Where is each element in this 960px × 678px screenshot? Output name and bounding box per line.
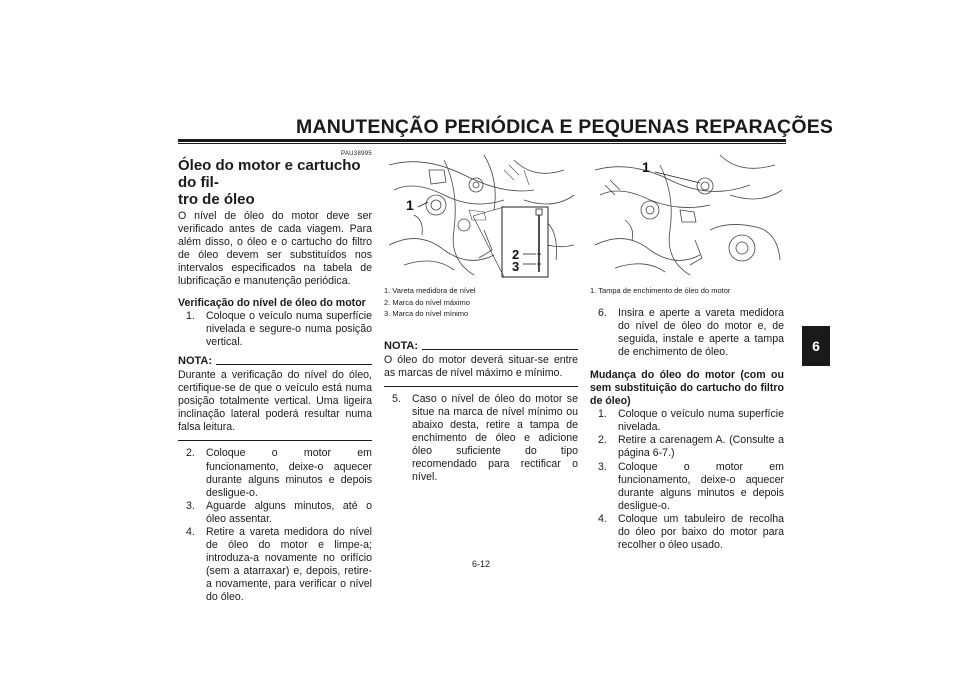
step-number: 2. [186, 447, 195, 460]
step-item [384, 393, 578, 485]
note-label: NOTA: [178, 354, 213, 367]
callout-1: 1 [406, 197, 414, 213]
step-text: Retire a carenagem A. (Consulte a página 6-7.) [618, 434, 784, 460]
step-text: Caso o nível de óleo do motor se situe na marca de nível mínimo ou abaixo desta, retire a tampa de enchimento de óleo e adicione óleo suficiente do tipo recomendado para rectificar o nível. [412, 392, 578, 484]
column-left [178, 151, 372, 605]
caption: 2. Marca do nível máximo [384, 297, 470, 307]
step-text: Insira e aperte a vareta medidora do nível de óleo do motor e, de seguida, instale e aperte a tampa de enchimento de óleo. [618, 306, 784, 358]
caption: 1. Tampa de enchimento de óleo do motor [590, 286, 731, 295]
step-item [598, 434, 784, 460]
step-item [598, 461, 784, 513]
step-text: Coloque o veículo numa superfície nivelada. [618, 408, 784, 434]
column-right [590, 150, 784, 552]
step-number: 4. [598, 512, 607, 525]
column-middle [384, 150, 578, 484]
callout-1: 1 [642, 159, 650, 175]
steps-list [178, 447, 372, 604]
note-end-rule [178, 440, 372, 441]
step-text: Coloque um tabuleiro de recolha do óleo por baixo do motor para recolher o óleo usado. [618, 512, 784, 552]
note-text: O óleo do motor deverá situar-se entre as marcas de nível máximo e mínimo. [384, 353, 578, 379]
step-number: 1. [186, 309, 195, 322]
section-heading-line-1: Óleo do motor e cartucho do fil- [178, 157, 361, 191]
figure-captions [384, 285, 578, 320]
note-line [422, 348, 578, 350]
step-text: Coloque o motor em funcionamento, deixe-o aquecer durante alguns minutos e depois desligue-o. [618, 460, 784, 512]
step-number: 3. [598, 460, 607, 473]
step-item [178, 310, 372, 349]
step-text: Retire a vareta medidora do nível de óleo do motor e limpe-a; introduza-a novamente no orifício (sem a atarraxar) e, depois, retire-a novamente, para verificar o nível do óleo. [206, 525, 372, 604]
step-item [598, 513, 784, 552]
oil-filler-cap-figure [590, 150, 784, 278]
step-item [598, 408, 784, 434]
note-end-rule [384, 386, 578, 387]
note-text: Durante a verificação do nível do óleo, certifique-se de que o veículo está numa posição totalmente vertical. Uma ligeira inclinação lateral poderá resultar numa falsa leitura. [178, 368, 372, 434]
header-rule-thin [178, 143, 786, 144]
page-title: MANUTENÇÃO PERIÓDICA E PEQUENAS REPARAÇÕES [296, 116, 834, 138]
reference-code: PAU38995 [341, 151, 372, 157]
subheading-oil-change: Mudança do óleo do motor (com ou sem substituição do cartucho do filtro de óleo) [590, 368, 784, 408]
callout-2: 2 [512, 247, 520, 262]
dipstick-figure [384, 150, 578, 278]
caption: 3. Marca do nível mínimo [384, 309, 469, 318]
subheading-check-level: Verificação do nível de óleo do motor [178, 296, 366, 309]
step-item [590, 307, 784, 359]
step-text: Aguarde alguns minutos, até o óleo assentar. [206, 499, 372, 525]
step-number: 3. [186, 499, 195, 512]
step-item [186, 447, 372, 499]
note-heading [384, 340, 578, 352]
step-item [186, 500, 372, 526]
section-heading-line-2: tro de óleo [178, 191, 255, 208]
step-number: 2. [598, 434, 607, 447]
step-number: 4. [186, 525, 195, 538]
step-number: 5. [392, 392, 401, 405]
header-rule [178, 139, 786, 142]
steps-list [590, 408, 784, 552]
caption: 1. Vareta medidora de nível [384, 286, 476, 295]
step-text: Coloque o veículo numa superfície nivelada e segure-o numa posição vertical. [206, 309, 372, 348]
page-number: 6-12 [471, 559, 490, 569]
chapter-tab: 6 [802, 326, 830, 366]
callout-3: 3 [512, 259, 520, 274]
intro-paragraph: O nível de óleo do motor deve ser verificado antes de cada viagem. Para além disso, o óleo e o cartucho do filtro de óleo devem ser substituídos nos intervalos especificados na tabela de lubrificação e manutenção periódica. [178, 210, 372, 288]
step-number: 6. [598, 306, 607, 319]
note-label: NOTA: [384, 339, 419, 352]
section-heading [178, 157, 372, 208]
step-number: 1. [598, 408, 607, 421]
step-item [186, 526, 372, 605]
note-line [216, 363, 372, 365]
step-text: Coloque o motor em funcionamento, deixe-o aquecer durante alguns minutos e depois desligue-o. [206, 447, 372, 499]
note-heading [178, 355, 372, 367]
